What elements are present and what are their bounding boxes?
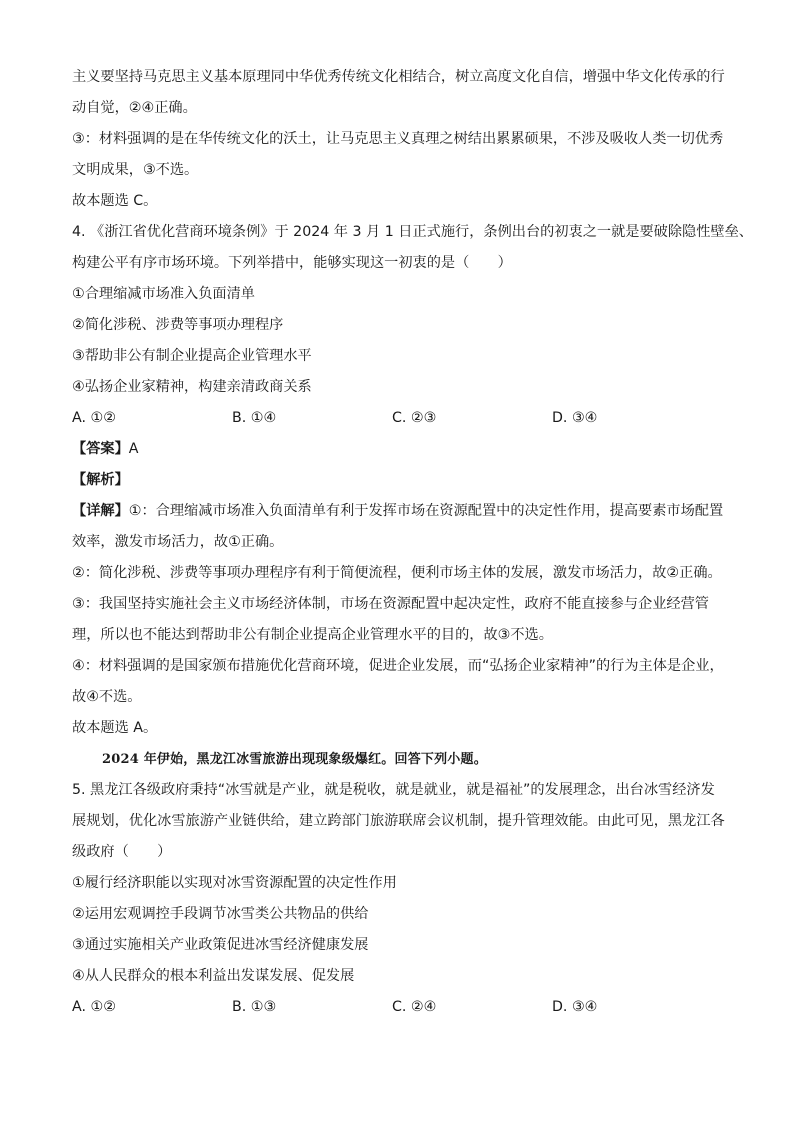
detail-text-1: ①：合理缩减市场准入负面清单有利于发挥市场在资源配置中的决定性作用，提高要素市场配置 — [128, 503, 724, 519]
q4-item-2: ②简化涉税、涉费等事项办理程序 — [72, 317, 284, 333]
q5-item-2: ②运用宏观调控手段调节冰雪类公共物品的供给 — [72, 906, 369, 922]
q5-item-3: ③通过实施相关产业政策促进冰雪经济健康发展 — [72, 937, 369, 953]
q4-options — [72, 403, 732, 434]
q4-item-4: ④弘扬企业家精神，构建亲清政商关系 — [72, 379, 312, 395]
q4-detail-line-5: 理，所以也不能达到帮助非公有制企业提高企业管理水平的目的，故③不选。 — [72, 627, 553, 643]
q5-stem-line-1: 5. 黑龙江各级政府秉持“冰雪就是产业，就是税收，就是就业，就是福祉”的发展理念，出台冰雪经济发 — [72, 782, 715, 798]
q4-detail-line-2: 效率，激发市场活力，故①正确。 — [72, 534, 284, 550]
detail-tag: 【详解】 — [72, 503, 129, 519]
q4-item-1: ①合理缩减市场准入负面清单 — [72, 286, 255, 302]
answer-value: A — [128, 441, 139, 457]
q4-option-d: D. ③④ — [552, 410, 598, 426]
q4-detail-line-4: ③：我国坚持实施社会主义市场经济体制，市场在资源配置中起决定性，政府不能直接参与企业经营管 — [72, 596, 709, 612]
q5-option-c: C. ②④ — [392, 999, 437, 1015]
answer-tag: 【答案】 — [72, 441, 129, 457]
q5-option-b: B. ①③ — [232, 999, 277, 1015]
group-intro: 2024 年伊始，黑龙江冰雪旅游出现现象级爆红。回答下列小题。 — [102, 752, 487, 767]
q4-option-b: B. ①④ — [232, 410, 277, 426]
q4-detail-line-3: ②：简化涉税、涉费等事项办理程序有利于简便流程，便利市场主体的发展，激发市场活力，故②正确。 — [72, 565, 722, 581]
q4-detail-line-6: ④：材料强调的是国家颁布措施优化营商环境，促进企业发展，而“弘扬企业家精神”的行为主体是企业， — [72, 658, 724, 674]
q5-stem-line-3: 级政府（ ） — [72, 844, 172, 860]
prev-analysis-line-1: 主义要坚持马克思主义基本原理同中华优秀传统文化相结合，树立高度文化自信，增强中华文化传承的行 — [72, 69, 725, 85]
q4-detail-line-7: 故④不选。 — [72, 689, 142, 705]
document-page — [72, 62, 753, 1023]
q5-item-1: ①履行经济职能以实现对冰雪资源配置的决定性作用 — [72, 875, 397, 891]
q4-option-c: C. ②③ — [392, 410, 437, 426]
q4-item-3: ③帮助非公有制企业提高企业管理水平 — [72, 348, 312, 364]
q4-answer — [72, 434, 732, 465]
prev-analysis-line-4: 文明成果，③不选。 — [72, 162, 199, 178]
q4-stem-line-2: 构建公平有序市场环境。下列举措中，能够实现这一初衷的是（ ） — [72, 255, 512, 271]
prev-analysis-line-3: ③：材料强调的是在华传统文化的沃土，让马克思主义真理之树结出累累硕果，不涉及吸收人类一切优秀 — [72, 131, 724, 147]
q5-stem-line-2: 展规划，优化冰雪旅游产业链供给，建立跨部门旅游联席会议机制，提升管理效能。由此可见，黑龙江各 — [72, 813, 725, 829]
prev-conclusion: 故本题选 C。 — [72, 193, 158, 209]
prev-analysis-line-2: 动自觉，②④正确。 — [72, 100, 197, 116]
q4-option-a: A. ①② — [72, 410, 116, 426]
q5-option-d: D. ③④ — [552, 999, 598, 1015]
q4-stem-line-1: 4. 《浙江省优化营商环境条例》于 2024 年 3 月 1 日正式施行，条例出台的初衷之一就是要破除隐性壁垒、 — [72, 224, 753, 240]
q4-detail-line-1 — [72, 496, 732, 527]
analysis-tag: 【解析】 — [72, 472, 129, 488]
q4-conclusion: 故本题选 A。 — [72, 720, 158, 736]
q5-option-a: A. ①② — [72, 999, 116, 1015]
q5-options — [72, 992, 732, 1023]
q5-item-4: ④从人民群众的根本利益出发谋发展、促发展 — [72, 968, 355, 984]
